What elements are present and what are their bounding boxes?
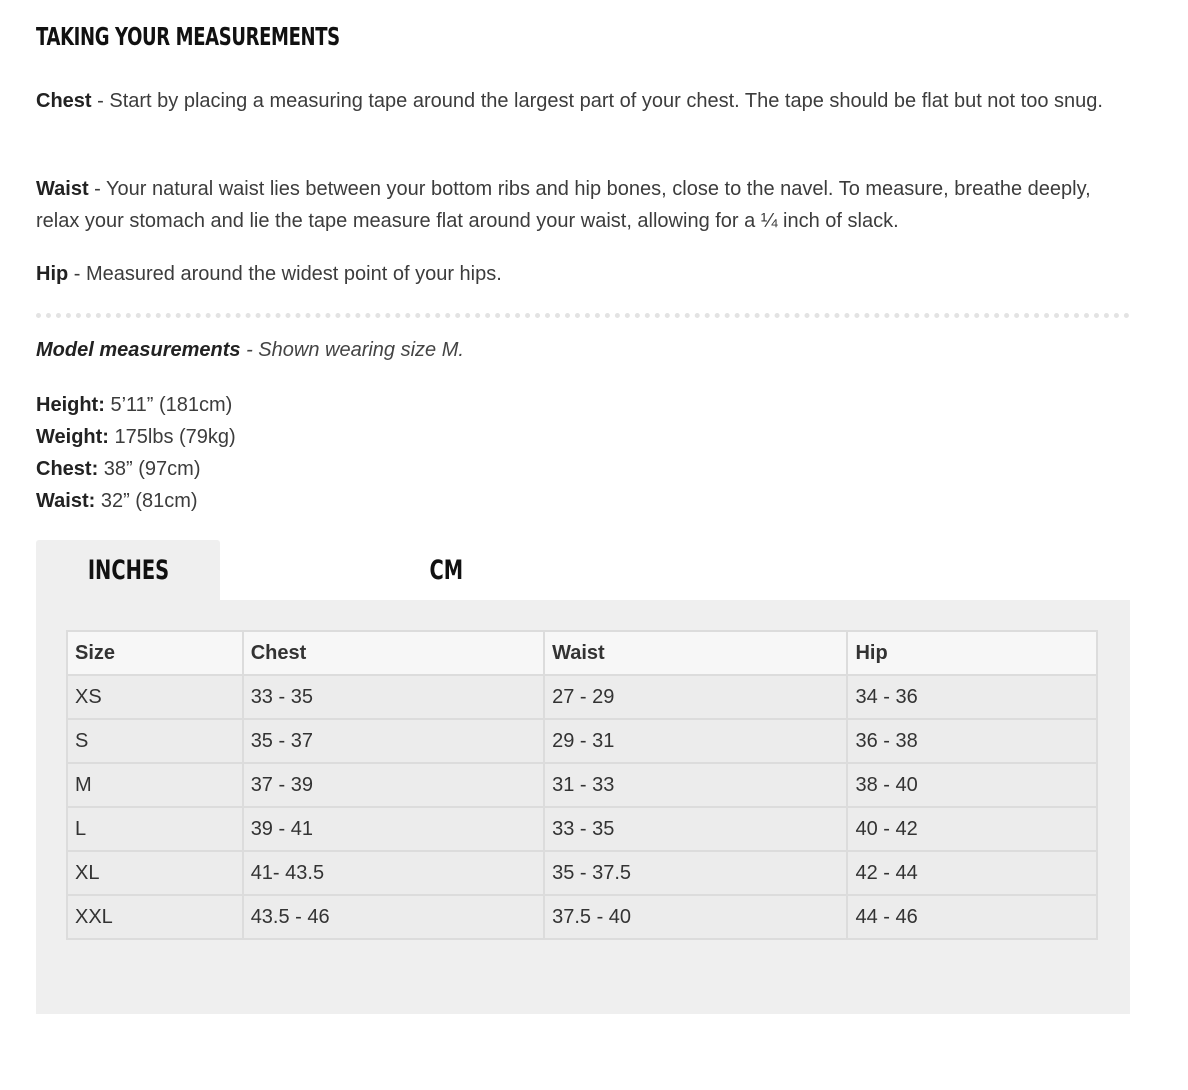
chest-cell: 39 - 41: [243, 807, 544, 851]
size-cell: M: [67, 763, 243, 807]
stat-value: 5’11” (181cm): [104, 394, 233, 416]
table-row: [67, 763, 1097, 807]
stat-label: Waist:: [36, 490, 96, 512]
waist-cell: 33 - 35: [544, 807, 847, 851]
hip-cell: 36 - 38: [847, 719, 1097, 763]
chest-cell: 33 - 35: [243, 675, 544, 719]
stat-label: Height:: [36, 394, 105, 416]
waist-label: Waist: [36, 178, 89, 200]
size-chart-table: [66, 630, 1098, 940]
chest-text: - Start by placing a measuring tape around the largest part of your chest. The tape should be flat but not too snug.: [91, 90, 1103, 112]
table-row: [67, 851, 1097, 895]
chest-cell: 43.5 - 46: [243, 895, 544, 939]
waist-cell: 27 - 29: [544, 675, 847, 719]
hip-label: Hip: [36, 263, 69, 285]
chest-label: Chest: [36, 90, 92, 112]
table-row: [67, 719, 1097, 763]
size-cell: L: [67, 807, 243, 851]
tab-cm-label: CM: [429, 554, 463, 586]
chest-instruction: [36, 85, 1130, 117]
stat-value: 32” (81cm): [95, 490, 198, 512]
chest-cell: 41- 43.5: [243, 851, 544, 895]
size-cell: XXL: [67, 895, 243, 939]
table-row: [67, 675, 1097, 719]
column-header-waist: Waist: [544, 631, 847, 675]
stat-label: Chest:: [36, 458, 99, 480]
table-row: [67, 807, 1097, 851]
chest-cell: 35 - 37: [243, 719, 544, 763]
model-stat-height: [36, 389, 236, 421]
model-measurements-note: [36, 334, 464, 366]
model-stats: [36, 389, 236, 517]
column-header-hip: Hip: [847, 631, 1097, 675]
hip-cell: 34 - 36: [847, 675, 1097, 719]
tab-inches-label: INCHES: [87, 554, 169, 586]
size-cell: XS: [67, 675, 243, 719]
hip-cell: 38 - 40: [847, 763, 1097, 807]
waist-cell: 29 - 31: [544, 719, 847, 763]
chest-cell: 37 - 39: [243, 763, 544, 807]
hip-cell: 42 - 44: [847, 851, 1097, 895]
tab-inches[interactable]: [36, 540, 220, 600]
waist-cell: 31 - 33: [544, 763, 847, 807]
tab-cm[interactable]: [354, 540, 538, 600]
waist-cell: 37.5 - 40: [544, 895, 847, 939]
size-chart-panel: [36, 600, 1130, 1014]
model-stat-waist: [36, 485, 236, 517]
model-stat-weight: [36, 421, 236, 453]
model-measurements-label: Model measurements: [36, 339, 241, 361]
column-header-size: Size: [67, 631, 243, 675]
model-stat-chest: [36, 453, 236, 485]
stat-value: 38” (97cm): [98, 458, 201, 480]
waist-text: - Your natural waist lies between your bottom ribs and hip bones, close to the navel. To measure, breathe deeply, relax your stomach and lie the tape measure flat around your waist, allowing for a ¼ inch of slack.: [36, 178, 1091, 232]
waist-instruction: [36, 173, 1130, 237]
size-cell: XL: [67, 851, 243, 895]
page-title: TAKING YOUR MEASUREMENTS: [36, 22, 340, 51]
column-header-chest: Chest: [243, 631, 544, 675]
table-row: [67, 895, 1097, 939]
stat-value: 175lbs (79kg): [108, 426, 236, 448]
unit-tabs: [36, 540, 1130, 600]
model-measurements-size: - Shown wearing size M.: [240, 339, 464, 361]
waist-cell: 35 - 37.5: [544, 851, 847, 895]
table-header-row: [67, 631, 1097, 675]
hip-cell: 40 - 42: [847, 807, 1097, 851]
hip-text: - Measured around the widest point of your hips.: [68, 263, 502, 285]
dotted-divider: [36, 313, 1130, 318]
size-cell: S: [67, 719, 243, 763]
stat-label: Weight:: [36, 426, 109, 448]
hip-instruction: [36, 258, 1130, 290]
hip-cell: 44 - 46: [847, 895, 1097, 939]
